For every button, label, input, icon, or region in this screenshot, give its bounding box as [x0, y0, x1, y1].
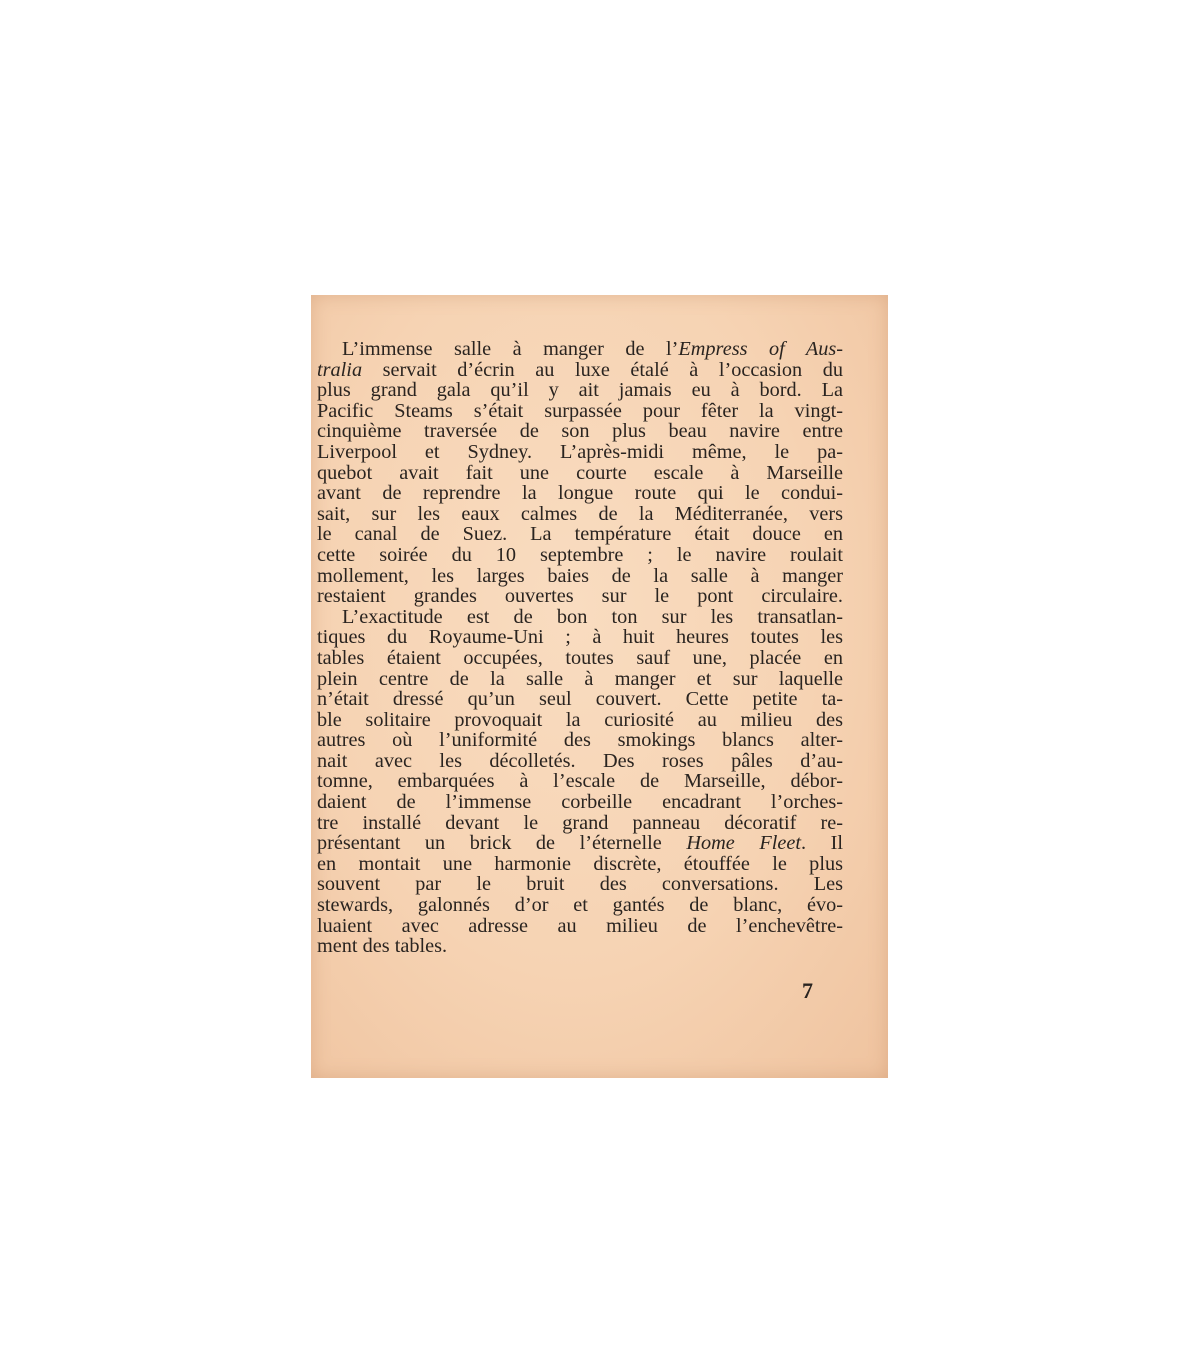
text-line: Liverpool et Sydney. L’après-midi même, le pa- [317, 440, 843, 463]
fleet-name-italic: Home Fleet [686, 832, 801, 855]
text-line: luaient avec adresse au milieu de l’enchevêtre- [317, 914, 843, 937]
text-line: Pacific Steams s’était surpassée pour fêter la vingt- [317, 399, 843, 422]
text-line: le canal de Suez. La température était douce en [317, 523, 843, 546]
text-run: servait d’écrin au luxe étalé à l’occasion du [362, 358, 843, 381]
ship-name-italic: tralia [317, 358, 363, 381]
text-line [317, 360, 843, 381]
text-line: mollement, les larges baies de la salle à manger [317, 564, 843, 587]
text-run: L’immense salle à manger de l’ [342, 338, 679, 360]
text-line: avant de reprendre la longue route qui le condui- [317, 482, 843, 505]
text-run: . Il [800, 832, 843, 855]
text-line: tre installé devant le grand panneau décoratif re- [317, 811, 843, 834]
text-line: L’exactitude est de bon ton sur les transatlan- [342, 605, 843, 628]
text-line: ble solitaire provoquait la curiosité au milieu des [317, 708, 843, 731]
text-line: restaient grandes ouvertes sur le pont circulaire. [317, 585, 843, 608]
text-line [317, 339, 843, 360]
ship-name-italic: Empress of Aus- [678, 338, 844, 360]
text-line: plus grand gala qu’il y ait jamais eu à bord. La [317, 379, 843, 402]
text-line: stewards, galonnés d’or et gantés de blanc, évo- [317, 894, 843, 917]
text-line: tiques du Royaume-Uni ; à huit heures toutes les [317, 626, 843, 649]
text-line: ment des tables. [317, 935, 448, 958]
text-line: nait avec les décolletés. Des roses pâles d’au- [317, 749, 843, 772]
text-line: souvent par le bruit des conversations. Les [317, 873, 843, 896]
text-line: tomne, embarquées à l’escale de Marseille, débor- [317, 770, 843, 793]
page-number: 7 [802, 978, 813, 1003]
text-line: cette soirée du 10 septembre ; le navire roulait [317, 543, 843, 566]
text-line: n’était dressé qu’un seul couvert. Cette petite ta- [317, 688, 843, 711]
text-line: daient de l’immense corbeille encadrant l’orches- [317, 791, 843, 814]
text-line: cinquième traversée de son plus beau navire entre [317, 420, 843, 443]
text-line: en montait une harmonie discrète, étouffée le plus [317, 852, 843, 875]
book-page [311, 295, 888, 1078]
text-line [317, 833, 843, 854]
text-line: quebot avait fait une courte escale à Marseille [317, 461, 843, 484]
text-line: tables étaient occupées, toutes sauf une, placée en [317, 646, 843, 669]
text-run: présentant un brick de l’éternelle [317, 832, 687, 855]
text-line: plein centre de la salle à manger et sur laquelle [317, 667, 843, 690]
text-line: sait, sur les eaux calmes de la Méditerranée, vers [317, 502, 843, 525]
text-line: autres où l’uniformité des smokings blancs alter- [317, 729, 843, 752]
body-text [317, 339, 843, 957]
